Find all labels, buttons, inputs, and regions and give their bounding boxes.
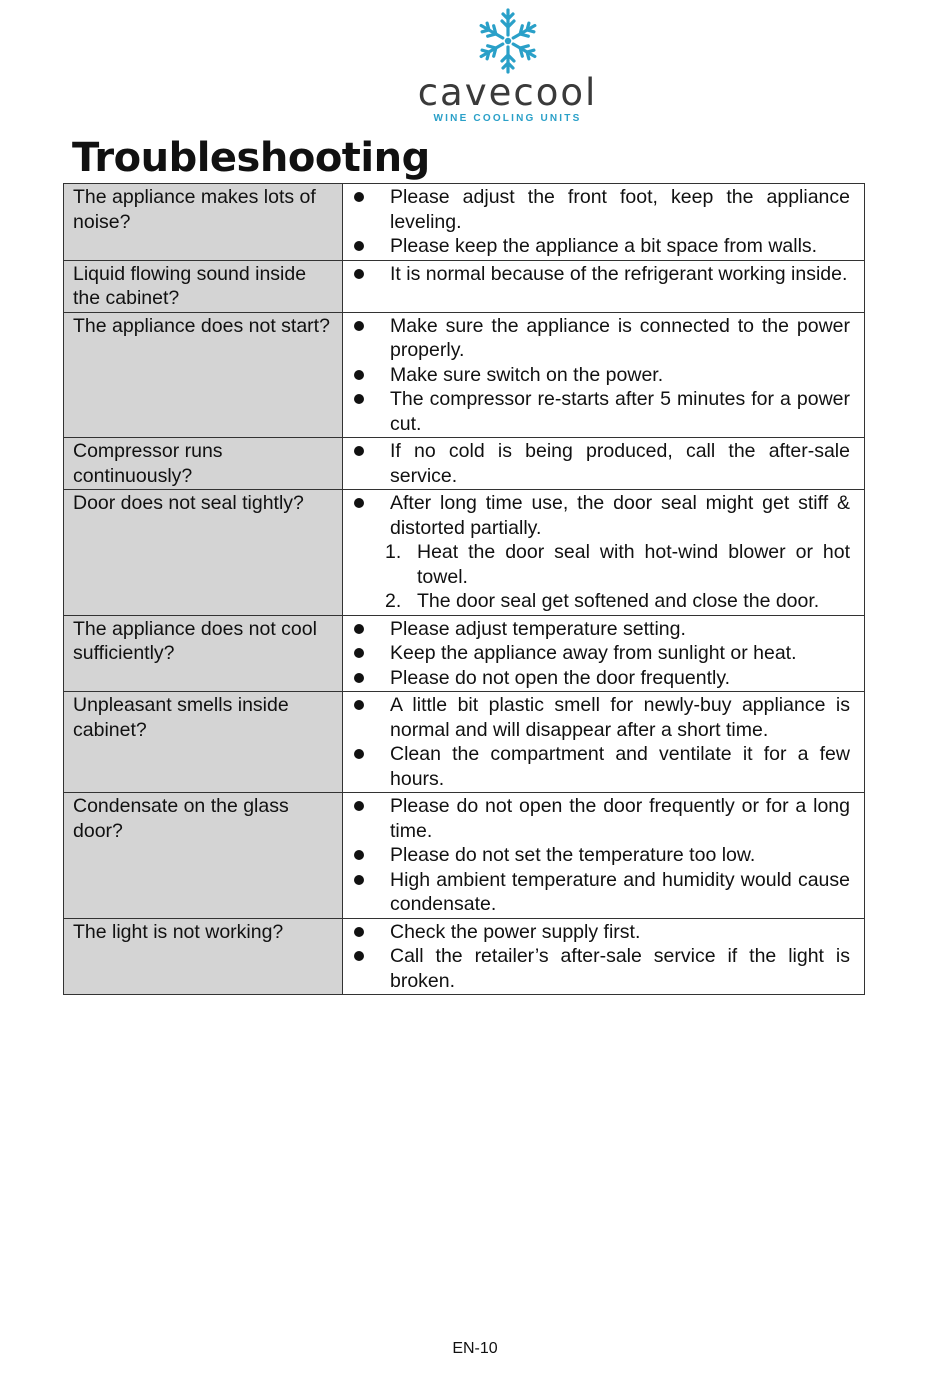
problem-cell: The appliance does not start?: [64, 312, 343, 438]
troubleshooting-table: [63, 183, 865, 995]
step-item: [343, 540, 850, 589]
problem-cell: Condensate on the glass door?: [64, 793, 343, 919]
solution-cell: [343, 490, 865, 616]
solution-item: Call the retailer’s after-sale service if the light is broken.: [343, 944, 850, 993]
solution-item: Check the power supply first.: [343, 920, 850, 945]
problem-cell: The light is not working?: [64, 918, 343, 995]
table-row: [64, 260, 865, 312]
solution-item: Clean the compartment and ventilate it for a few hours.: [343, 742, 850, 791]
solution-cell: [343, 918, 865, 995]
solution-item: Make sure switch on the power.: [343, 363, 850, 388]
table-row: [64, 184, 865, 261]
problem-cell: Compressor runs continuously?: [64, 438, 343, 490]
solution-cell: [343, 793, 865, 919]
snowflake-icon: [473, 6, 543, 76]
solution-item: Please adjust temperature setting.: [343, 617, 850, 642]
solution-item: It is normal because of the refrigerant working inside.: [343, 262, 850, 287]
solution-cell: [343, 692, 865, 793]
solution-item: The compressor re-starts after 5 minutes for a power cut.: [343, 387, 850, 436]
solution-list: [343, 439, 850, 488]
problem-cell: Unpleasant smells inside cabinet?: [64, 692, 343, 793]
solution-list: [343, 794, 850, 917]
brand-name: cavecool: [417, 71, 598, 114]
solution-item: Please keep the appliance a bit space from walls.: [343, 234, 850, 259]
problem-cell: The appliance does not cool sufficiently?: [64, 615, 343, 692]
solution-item: Please do not set the temperature too low.: [343, 843, 850, 868]
solution-list: [343, 314, 850, 437]
solution-item: After long time use, the door seal might get stiff & distorted partially.: [343, 491, 850, 540]
solution-item: High ambient temperature and humidity would cause condensate.: [343, 868, 850, 917]
page-title: Troubleshooting: [72, 135, 430, 181]
solution-item: Please do not open the door frequently.: [343, 666, 850, 691]
solution-cell: [343, 184, 865, 261]
step-list: [343, 540, 850, 614]
table-row: [64, 615, 865, 692]
solution-item: Please do not open the door frequently or for a long time.: [343, 794, 850, 843]
table-row: [64, 312, 865, 438]
table-row: [64, 918, 865, 995]
solution-item: If no cold is being produced, call the after-sale service.: [343, 439, 850, 488]
solution-item: Keep the appliance away from sunlight or heat.: [343, 641, 850, 666]
step-text: Heat the door seal with hot-wind blower or hot towel.: [417, 541, 850, 588]
page-number: EN-10: [452, 1340, 498, 1357]
solution-list: [343, 920, 850, 994]
brand-tagline: WINE COOLING UNITS: [433, 113, 582, 124]
solution-cell: [343, 260, 865, 312]
table-row: [64, 793, 865, 919]
step-number: 1.: [385, 541, 402, 563]
table-row: [64, 490, 865, 616]
solution-item: Please adjust the front foot, keep the appliance leveling.: [343, 185, 850, 234]
solution-list: [343, 185, 850, 259]
problem-cell: Door does not seal tightly?: [64, 490, 343, 616]
solution-list: [343, 617, 850, 691]
solution-item: A little bit plastic smell for newly-buy appliance is normal and will disappear after a short time.: [343, 693, 850, 742]
solution-cell: [343, 615, 865, 692]
step-item: [343, 589, 850, 614]
table-row: [64, 692, 865, 793]
problem-cell: The appliance makes lots of noise?: [64, 184, 343, 261]
solution-item: Make sure the appliance is connected to the power properly.: [343, 314, 850, 363]
step-text: The door seal get softened and close the door.: [417, 590, 820, 612]
problem-cell: Liquid flowing sound inside the cabinet?: [64, 260, 343, 312]
solution-list: [343, 262, 850, 287]
step-number: 2.: [385, 590, 402, 612]
solution-cell: [343, 438, 865, 490]
brand-logo: [390, 6, 625, 122]
table-row: [64, 438, 865, 490]
solution-cell: [343, 312, 865, 438]
solution-list: [343, 693, 850, 791]
solution-list: [343, 491, 850, 540]
